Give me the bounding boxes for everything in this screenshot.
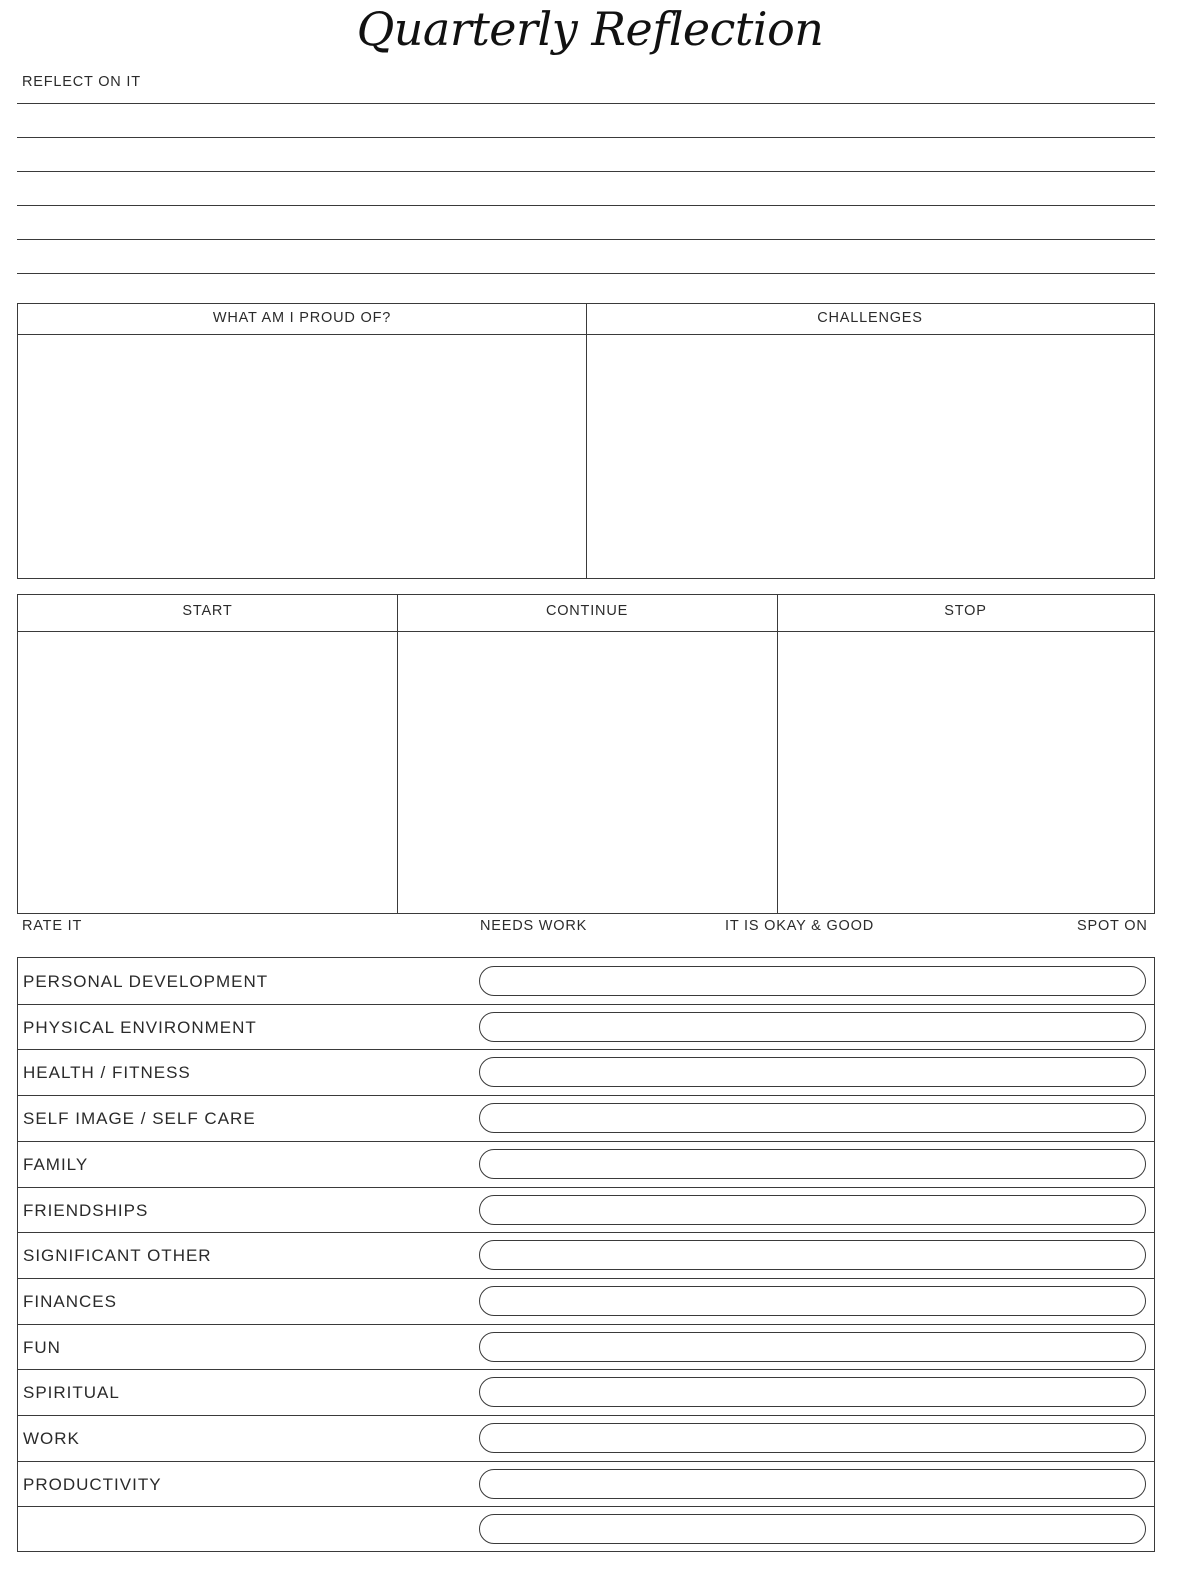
continue-header: CONTINUE (545, 603, 629, 619)
category-label: HEALTH / FITNESS (23, 1063, 191, 1083)
category-label: SELF IMAGE / SELF CARE (23, 1109, 256, 1129)
category-label: PRODUCTIVITY (23, 1474, 162, 1494)
row-divider (18, 1506, 1154, 1507)
scale-okay-good: IT IS OKAY & GOOD (725, 918, 874, 934)
row-divider (18, 1369, 1154, 1370)
continue-writing-area[interactable] (398, 632, 777, 913)
rating-row (18, 1415, 1154, 1461)
write-line[interactable] (17, 273, 1155, 274)
category-label: FINANCES (23, 1291, 117, 1311)
row-divider (18, 1278, 1154, 1279)
row-divider (18, 1187, 1154, 1188)
proud-writing-area[interactable] (18, 335, 586, 578)
write-line[interactable] (17, 239, 1155, 240)
row-divider (18, 1415, 1154, 1416)
rating-table (17, 957, 1155, 1552)
write-line[interactable] (17, 137, 1155, 138)
start-continue-stop-box (17, 594, 1155, 914)
rating-bar[interactable] (479, 1469, 1146, 1499)
rating-row (18, 1004, 1154, 1050)
challenges-header: CHALLENGES (817, 310, 923, 326)
row-divider (18, 1004, 1154, 1005)
rating-bar[interactable] (479, 1240, 1146, 1270)
category-label: WORK (23, 1429, 80, 1448)
category-label: SIGNIFICANT OTHER (23, 1246, 212, 1266)
row-divider (18, 1095, 1154, 1096)
rating-row (18, 1278, 1154, 1324)
start-header: START (182, 603, 233, 619)
rating-bar[interactable] (479, 1332, 1146, 1362)
stop-writing-area[interactable] (778, 632, 1154, 913)
rating-row (18, 1369, 1154, 1415)
start-writing-area[interactable] (18, 632, 397, 913)
rating-row (18, 958, 1154, 1004)
rating-row (18, 1049, 1154, 1095)
challenges-writing-area[interactable] (587, 335, 1154, 578)
rating-bar[interactable] (479, 1377, 1146, 1407)
write-line[interactable] (17, 171, 1155, 172)
rating-row (18, 1187, 1154, 1233)
stop-header: STOP (944, 603, 987, 619)
rating-bar[interactable] (479, 1057, 1146, 1087)
rating-bar[interactable] (479, 1514, 1146, 1544)
reflect-label: REFLECT ON IT (22, 74, 141, 90)
rating-bar[interactable] (479, 1103, 1146, 1133)
category-label: PHYSICAL ENVIRONMENT (23, 1017, 257, 1037)
rating-bar[interactable] (479, 1149, 1146, 1179)
rate-label: RATE IT (22, 918, 83, 934)
rating-bar[interactable] (479, 1012, 1146, 1042)
row-divider (18, 1324, 1154, 1325)
rating-bar[interactable] (479, 1423, 1146, 1453)
category-label: FRIENDSHIPS (23, 1200, 149, 1220)
page-title: Quarterly Reflection (356, 2, 824, 56)
category-label: PERSONAL DEVELOPMENT (23, 972, 269, 991)
rating-bar[interactable] (479, 1286, 1146, 1316)
proud-header: WHAT AM I PROUD OF? (212, 310, 392, 326)
rating-bar[interactable] (479, 1195, 1146, 1225)
row-divider (18, 1461, 1154, 1462)
rating-row (18, 1095, 1154, 1141)
category-label: FAMILY (23, 1154, 89, 1174)
scale-spot-on: SPOT ON (1077, 918, 1148, 934)
category-label: FUN (23, 1337, 61, 1357)
rating-row (18, 1506, 1154, 1552)
rating-bar[interactable] (479, 966, 1146, 996)
rating-row (18, 1324, 1154, 1370)
write-line[interactable] (17, 103, 1155, 104)
proud-challenges-box (17, 303, 1155, 579)
rating-row (18, 1141, 1154, 1187)
category-label: SPIRITUAL (23, 1383, 120, 1403)
row-divider (18, 1232, 1154, 1233)
row-divider (18, 1049, 1154, 1050)
write-line[interactable] (17, 205, 1155, 206)
rating-row (18, 1232, 1154, 1278)
row-divider (18, 1141, 1154, 1142)
rating-row (18, 1461, 1154, 1507)
scale-needs-work: NEEDS WORK (480, 918, 588, 934)
